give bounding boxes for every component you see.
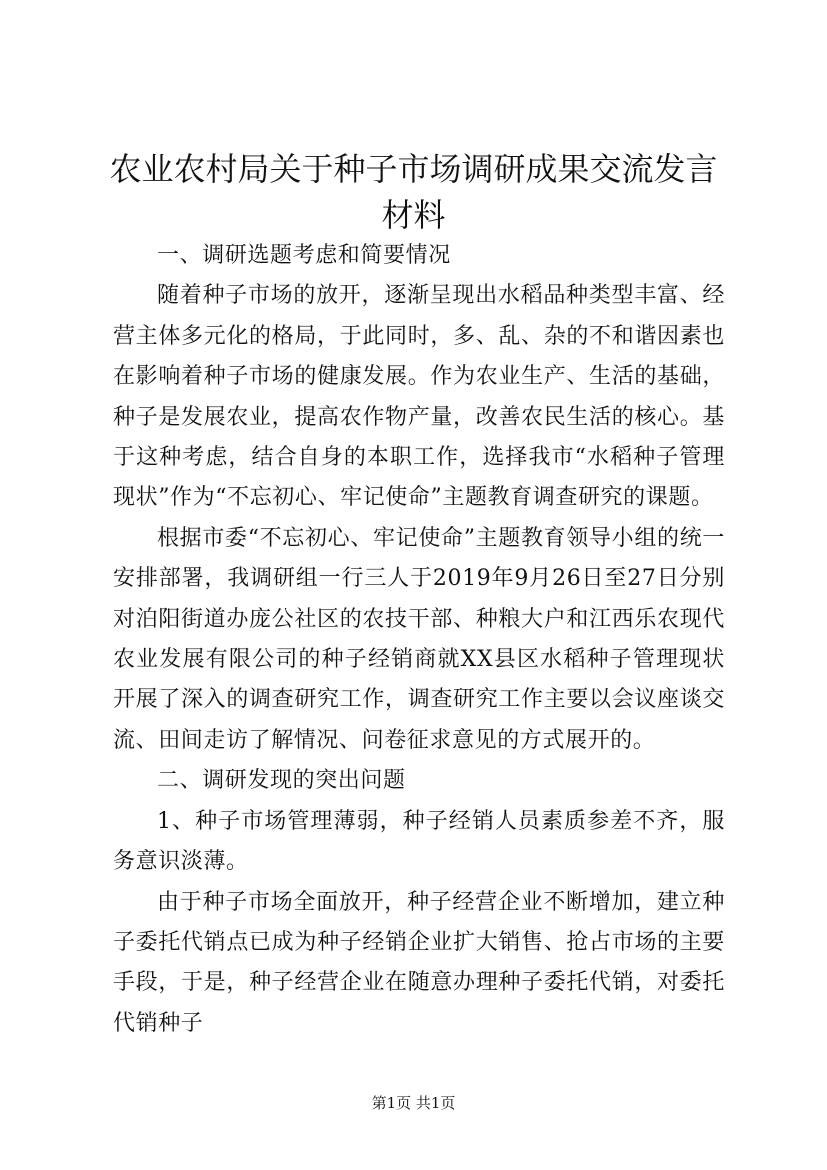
page-footer: 第1页 共1页 bbox=[371, 1094, 456, 1112]
paragraph-3: 1、种子市场管理薄弱，种子经销人员素质参差不齐，服务意识淡薄。 bbox=[113, 808, 725, 875]
paragraph-2: 根据市委“不忘初心、牢记使命”主题教育领导小组的统一安排部署，我调研组一行三人于2019年9月26日至27日分别对泊阳街道办庞公社区的农技干部、种粮大户和江西乐农现代农业发展有限公司的种子经销商就XX县区水稻种子管理现状开展了深入的调查研究工作，调查研究工作主要以会议座谈交流、田间走访了解情况、问卷征求意见的方式展开的。 bbox=[113, 525, 725, 753]
document-body bbox=[113, 236, 725, 1044]
section-heading-1: 一、调研选题考虑和简要情况 bbox=[157, 243, 451, 268]
section-heading-2: 二、调研发现的突出问题 bbox=[157, 768, 406, 794]
paragraph-4: 由于种子市场全面放开，种子经营企业不断增加，建立种子委托代销点已成为种子经销企业扩大销售、抢占市场的主要手段，于是，种子经营企业在随意办理种子委托代销，对委托代销种子 bbox=[113, 889, 725, 1036]
paragraph-1: 随着种子市场的放开，逐渐呈现出水稻品种类型丰富、经营主体多元化的格局，于此同时，多、乱、杂的不和谐因素也在影响着种子市场的健康发展。作为农业生产、生活的基础，种子是发展农业，提高农作物产量，改善农民生活的核心。基于这种考虑，结合自身的本职工作，选择我市“水稻种子管理现状”作为“不忘初心、牢记使命”主题教育调查研究的课题。 bbox=[113, 283, 725, 511]
document-title: 农业农村局关于种子市场调研成果交流发言材料 bbox=[109, 150, 718, 234]
